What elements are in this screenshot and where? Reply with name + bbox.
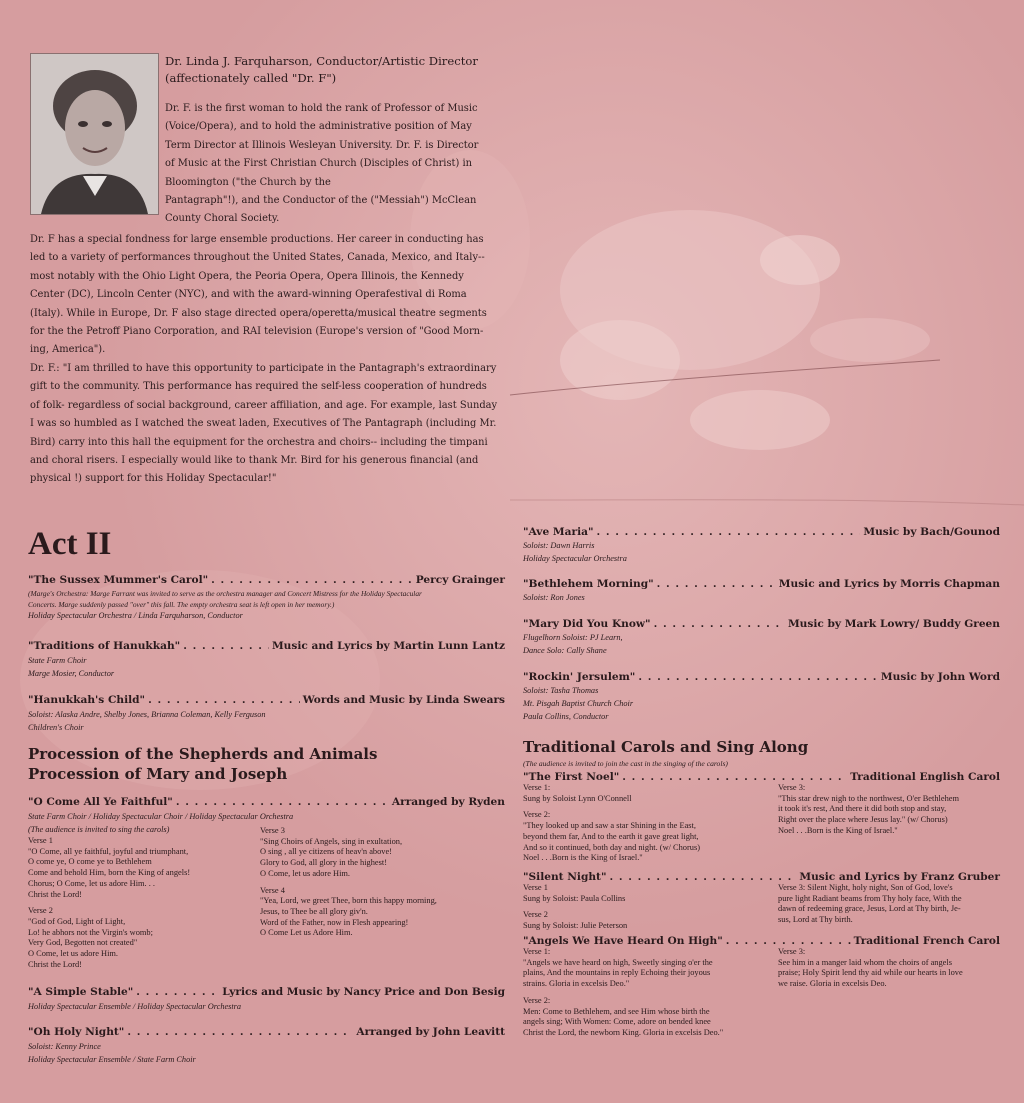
bio-line: Dr. F has a special fondness for large ensemble productions. Her career in conducting has [30,234,484,245]
verse-line: Right over the place where Jesus lay." (w/ Chorus) [778,815,948,825]
verse-line: we raise. Gloria in excelsis Deo. [778,979,887,989]
verse-line: See him in a manger laid whom the choirs of angels [778,957,952,967]
leader-dots [127,1026,353,1038]
verse-line: Noel . . .Born is the King of Israel." [778,825,898,835]
item-title: "Mary Did You Know" [523,618,651,630]
item-title-line [28,574,505,586]
bio-line: Pantagraph"!), and the Conductor of the ("Messiah") McClean [165,195,477,207]
item-performers: Soloist: Tasha Thomas [523,686,599,695]
verse-line: Verse 3: [778,783,806,792]
verse-line: Men: Come to Bethlehem, and see Him whose birth the [523,1006,710,1016]
item-title-line [28,694,505,706]
bio-line: of Music at the First Christian Church (Disciples of Christ) in [165,158,473,170]
item-title: "Angels We Have Heard On High" [523,935,723,947]
item-note: (Marge's Orchestra: Marge Farrant was invited to serve as the orchestra manager and Concert Mistress for the Holiday Spectacular [28,589,422,598]
verse-block [523,783,778,864]
verse-line: Verse 3 [260,826,285,835]
leader-dots [654,618,785,630]
program-item [523,526,1000,578]
program-left-column [28,574,505,1066]
item-performers: Children's Choir [28,723,84,732]
conductor-portrait [30,53,159,215]
verse-block [28,836,260,970]
verse-line: Verse 2: [523,995,551,1005]
bio-line: Dr. F. is the first woman to hold the rank of Professor of Music [165,103,478,114]
item-credit: Arranged by Ryden [391,796,505,808]
leader-dots [726,935,851,947]
item-performers: Mt. Pisgah Baptist Church Choir [523,699,634,708]
verse-block [523,883,778,932]
item-title: "Hanukkah's Child" [28,694,146,706]
verse-line: sus, Lord at Thy birth. [778,915,853,925]
item-credit: Traditional English Carol [850,771,1000,783]
item-credit: Traditional French Carol [853,935,1000,947]
item-credit: Music by John Word [880,671,1000,683]
verse-line: beyond them far, And to the earth it gave great light, [523,831,699,841]
verse-line: "God of God, Light of Light, [28,916,126,926]
verse-line: Verse 2: [523,810,551,820]
verse-line: Verse 3: [778,947,806,956]
bio-line: led to a variety of performances throughout the United States, Canada, Mexico, and Italy-- [30,252,485,264]
item-credit: Music by Bach/Gounod [863,526,1000,538]
leader-dots [622,771,847,783]
program-item [523,871,1000,935]
bio-line: of folk- regardless of social background, career affiliation, and age. For example, last Sunday [30,399,498,411]
bio-line: most notably with the Ohio Light Opera, the Peoria Opera, Opera Illinois, the Kennedy [30,270,464,282]
leader-dots [657,578,776,590]
verse-line: Christ the Lord, the newborn King. Gloria in excelsis Deo." [523,1027,724,1037]
program-item [28,574,505,640]
procession-heading: Procession of the Shepherds and Animals [28,745,378,763]
verse-block [778,783,959,864]
item-credit: Music and Lyrics by Martin Lunn Lantz [271,640,505,652]
item-title-line [523,618,1000,630]
item-credit: Lyrics and Music by Nancy Price and Don Besig [222,986,505,999]
item-title-line [523,935,1000,947]
program-right-column [523,526,1000,1039]
item-title-line [28,1026,505,1038]
verse-block [260,826,437,970]
item-performers: Holiday Spectacular Ensemble / Holiday Spectacular Orchestra [28,1002,242,1012]
verse-block [778,883,962,932]
bio-line: physical !) support for this Holiday Spectacular!" [30,473,277,485]
program-item [523,578,1000,618]
program-item [523,618,1000,671]
item-performers: Soloist: Dawn Harris [523,541,595,550]
verse-line: praise; Holy Spirit lend thy aid while our hearts in love [778,968,963,978]
program-item [523,935,1000,1039]
item-title-line [523,526,1000,538]
bio-line: Dr. F.: "I am thrilled to have this opportunity to participate in the Pantagraph's extraordinary [30,363,497,374]
verse-line: pure light Radiant beams from Thy holy face, With the [778,893,962,903]
verse-line: "Sing Choirs of Angels, sing in exultation, [260,836,403,846]
leader-dots [211,574,413,586]
verse-line: Verse 2 [523,910,548,920]
item-performers: Marge Mosier, Conductor [28,669,115,678]
item-title: "Bethlehem Morning" [523,578,654,590]
item-title-line [523,871,1000,883]
program-item [28,694,505,744]
verse-line: Jesus, to Thee be all glory giv'n. [260,906,368,916]
bio-heading: Dr. Linda J. Farquharson, Conductor/Artistic Director [165,54,478,68]
item-title: "The Sussex Mummer's Carol" [28,574,209,586]
bio-line: and choral risers. I especially would like to thank Mr. Bird for his generous financial (and [30,455,479,467]
verse-line: O Come, let us adore Him. [28,949,119,959]
item-title: "Rockin' Jersulem" [523,671,636,683]
item-title: "Traditions of Hanukkah" [28,640,181,652]
bio-line: Term Director at Illinois Wesleyan University. Dr. F. is Director [165,139,479,151]
item-performers: Holiday Spectacular Ensemble / State Farm Choir [28,1055,196,1065]
program-item [523,671,1000,737]
bio-line: (Voice/Opera), and to hold the administrative position of May [165,121,472,133]
verse-line: Glory to God, all glory in the highest! [260,858,388,868]
bio-heading-nickname: (affectionately called "Dr. F") [165,71,337,85]
verse-line: Noel . . .Born is the King of Israel." [523,853,643,863]
verse-line: Very God, Begotten not created" [28,938,138,948]
item-performers: Holiday Spectacular Orchestra / Linda Farquharson, Conductor [28,611,243,620]
item-note: (The audience is invited to sing the carols) [28,825,170,834]
item-title: "The First Noel" [523,771,620,783]
bio-line: Bloomington ("the Church by the [165,176,331,188]
item-performers: Holiday Spectacular Orchestra [523,554,627,563]
verse-line: Come and behold Him, born the King of angels! [28,868,191,878]
bio-line: County Choral Society. [165,213,280,225]
item-title: "Silent Night" [523,871,607,883]
verse-block [778,947,963,1039]
item-title: "A Simple Stable" [28,986,134,999]
program-item [28,796,505,970]
leader-dots [596,526,860,538]
procession-heading: Procession of Mary and Joseph [28,765,288,783]
item-performers: Paula Collins, Conductor [523,712,609,721]
item-credit: Percy Grainger [415,574,505,586]
verse-line: Verse 1 [28,836,53,845]
carols-note: (The audience is invited to join the cast in the singing of the carols) [523,759,728,768]
verse-line: Chorus; O Come, let us adore Him. . . [28,878,156,888]
item-title: "Ave Maria" [523,526,594,538]
item-credit: Music and Lyrics by Franz Gruber [799,871,1000,883]
act-title: Act II [28,526,112,562]
leader-dots [609,871,796,883]
bio-line: (Italy). While in Europe, Dr. F also stage directed opera/operetta/musical theatre segments [30,307,487,319]
verse-line: O Come, let us adore Him. [260,868,351,878]
program-item [28,1026,505,1066]
item-performers: State Farm Choir / Holiday Spectacular Choir / Holiday Spectacular Orchestra [28,812,294,821]
item-performers: Soloist: Alaska Andre, Shelby Jones, Brianna Coleman, Kelly Ferguson [28,710,266,719]
verse-line: Word of the Father, now in Flesh appearing! [260,917,409,927]
verse-line: dawn of redeeming grace, Jesus, Lord at Thy birth, Je- [778,904,961,914]
item-title-line [28,640,505,652]
bio-line: ing, America"). [30,344,106,356]
item-title-line [523,671,1000,683]
program-item [523,771,1000,871]
verse-line: it took it's rest, And there it did both stop and stay, [778,804,947,814]
bio-line: gift to the community. This performance has required the self-less cooperation of hundreds [30,381,487,393]
verse-line: O Come Let us Adore Him. [260,928,353,938]
item-credit: Words and Music by Linda Swears [302,694,505,706]
item-performers: Flugelhorn Soloist: PJ Learn, [523,633,623,642]
verse-line: Sung by Soloist: Julie Peterson [523,921,628,931]
item-title-line [28,796,505,808]
verse-line: "Yea, Lord, we greet Thee, born this happy morning, [260,896,437,906]
verse-line: Verse 1 [523,883,548,892]
verse-line: O sing , all ye citizens of heav'n above! [260,847,392,857]
verse-line: Verse 1: [523,783,551,792]
item-title: "Oh Holy Night" [28,1026,125,1039]
verse-line: Christ the Lord! [28,889,82,899]
item-title: "O Come All Ye Faithful" [28,796,173,808]
leader-dots [176,796,389,808]
item-title-line [28,986,505,998]
item-performers: Soloist: Ron Jones [523,593,585,602]
item-credit: Music and Lyrics by Morris Chapman [778,578,1000,590]
verse-line: Sung by Soloist Lynn O'Connell [523,793,632,803]
verse-line: O come ye, O come ye to Bethlehem [28,857,152,867]
verse-line: Verse 3: Silent Night, holy night, Son of God, love's [778,883,953,892]
bio-line: Bird) carry into this hall the equipment for the orchestra and choirs-- including the timpani [30,436,488,448]
verse-line: Christ the Lord! [28,959,82,969]
verse-line: "This star drew nigh to the northwest, O'er Bethlehem [778,793,959,803]
item-credit: Arranged by John Leavitt [356,1026,505,1039]
bio-line: I was so humbled as I watched the sweat laden, Executives of The Pantagraph (including Mr. [30,418,497,430]
verse-line: plains, And the mountains in reply Echoing their joyous [523,968,711,978]
program-item [28,986,505,1026]
verse-line: "Angels we have heard on high, Sweetly singing o'er the [523,957,713,967]
verse-block [523,947,778,1039]
carols-heading: Traditional Carols and Sing Along [523,738,809,756]
item-performers: Dance Solo: Cally Shane [523,646,607,655]
item-performers: State Farm Choir [28,656,87,665]
verse-line: Lo! he abhors not the Virgin's womb; [28,927,153,937]
verse-line: Verse 1: [523,947,551,956]
verse-line: strains. Gloria in excelsis Deo." [523,979,630,989]
leader-dots [183,640,269,652]
bio-line: for the the Petroff Piano Corporation, and RAI television (Europe's version of "Good Morn- [30,326,484,338]
bio-quote [30,360,497,489]
bio-paragraph-1 [165,100,478,229]
item-note: Concerts. Marge suddenly passed "over" this fall. The empty orchestra seat is left open in her memory.) [28,600,335,609]
verse-line: "O Come, all ye faithful, joyful and triumphant, [28,846,189,856]
verse-line: angels sing; With Women: Come, adore on bended knee [523,1017,711,1027]
verse-line: Sung by Soloist: Paula Collins [523,893,626,903]
leader-dots [638,671,878,683]
bio-paragraph-2 [30,231,487,360]
item-performers: Soloist: Kenny Prince [28,1042,101,1052]
item-title-line [523,771,1000,783]
verse-line: Verse 2 [28,906,53,916]
verse-line: "They looked up and saw a star Shining in the East, [523,821,696,831]
leader-dots [136,986,219,998]
leader-dots [148,694,300,706]
verse-line: Verse 4 [260,885,285,895]
program-item [28,640,505,694]
item-title-line [523,578,1000,590]
bio-line: Center (DC), Lincoln Center (NYC), and with the award-winning Operafestival di Roma [30,289,467,301]
item-credit: Music by Mark Lowry/ Buddy Green [787,618,1000,630]
verse-line: And so it continued, both day and night. (w/ Chorus) [523,842,701,852]
